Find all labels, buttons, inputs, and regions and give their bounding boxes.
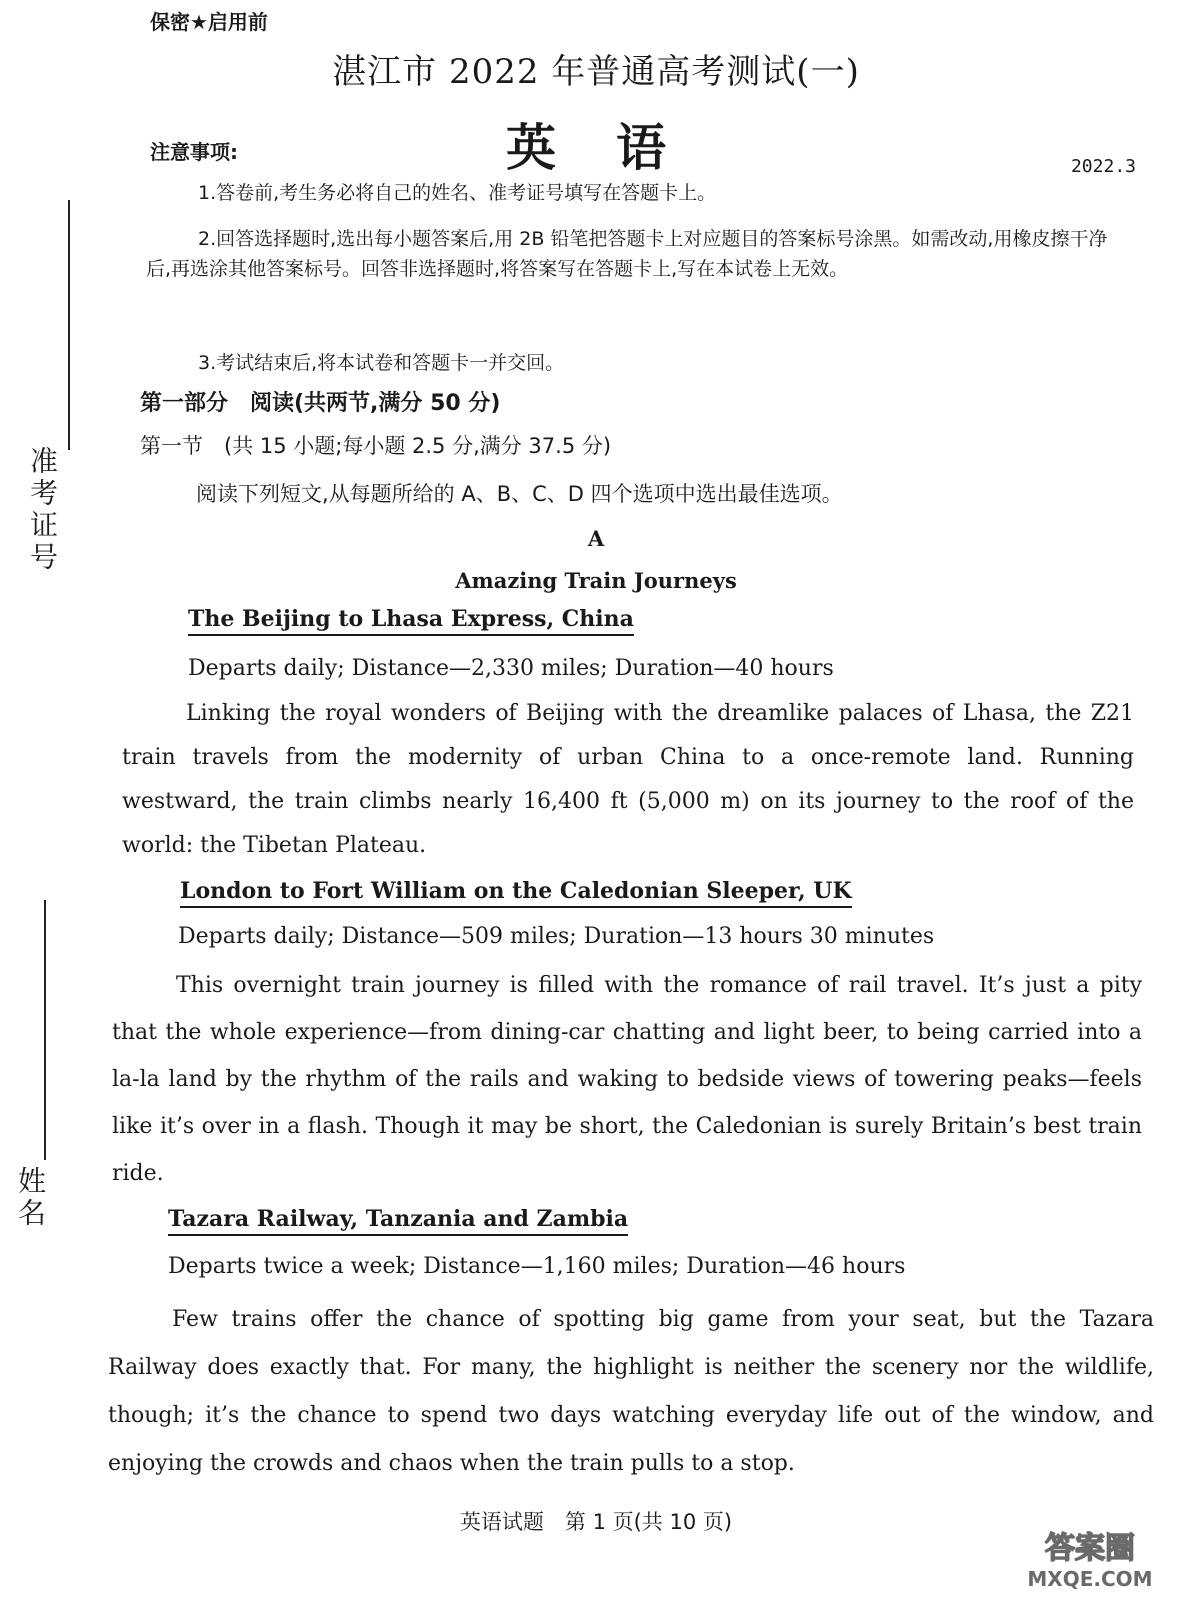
watermark-logo xyxy=(1000,1524,1180,1592)
section-heading: 第一节 (共 15 小题;每小题 2.5 分,满分 37.5 分) xyxy=(140,434,612,458)
journey-details-tazara: Departs twice a week; Distance—1,160 miles; Duration—46 hours xyxy=(168,1254,906,1279)
notice-heading: 注意事项: xyxy=(150,140,238,164)
notice-item-2: 2.回答选择题时,选出每小题答案后,用 2B 铅笔把答题卡上对应题目的答案标号涂黑。如需改动,用橡皮擦干净后,再选涂其他答案标号。回答非选择题时,将答案写在答题卡上,写在本试卷上无效。 xyxy=(146,228,1108,280)
name-label: 姓名 xyxy=(14,1166,47,1230)
name-line xyxy=(44,900,46,1160)
exam-title: 湛江市 2022 年普通高考测试(一) xyxy=(332,52,860,92)
journey-text-tazara: Few trains offer the chance of spotting big game from your seat, but the Tazara Railway does exactly that. For many, the highlight is neither the scenery nor the wildlife, though; it’s the chance to spend two days watching everyday life out of the window, and enjoying the crowds and chaos when the train pulls to a stop. xyxy=(108,1307,1154,1476)
confidential-label: 保密★启用前 xyxy=(150,10,268,34)
page-footer: 英语试题 第 1 页(共 10 页) xyxy=(459,1510,733,1534)
exam-number-label: 准考证号 xyxy=(26,446,59,574)
part-heading: 第一部分 阅读(共两节,满分 50 分) xyxy=(140,391,501,416)
exam-number-line xyxy=(68,200,70,450)
journey-text-beijing-lhasa: Linking the royal wonders of Beijing with the dreamlike palaces of Lhasa, the Z21 train travels from the modernity of urban China to a once-remote land. Running westward, the train climbs nearly 16,400 ft (5,000 m) on its journey to the roof of the world: the Tibetan Plateau. xyxy=(122,701,1134,858)
journey-text-caledonian: This overnight train journey is filled with the romance of rail travel. It’s just a pity that the whole experience—from dining-car chatting and light beer, to being carried into a la-la land by the rhythm of the rails and waking to bedside views of towering peaks—feels like it’s over in a flash. Though it may be short, the Caledonian is surely Britain’s best train ride. xyxy=(112,973,1142,1186)
journey-details-beijing-lhasa: Departs daily; Distance—2,330 miles; Duration—40 hours xyxy=(188,656,834,681)
passage-title: Amazing Train Journeys xyxy=(455,568,737,593)
instruction-text: 阅读下列短文,从每题所给的 A、B、C、D 四个选项中选出最佳选项。 xyxy=(196,482,843,506)
journey-heading-tazara: Tazara Railway, Tanzania and Zambia xyxy=(168,1206,628,1236)
journey-heading-caledonian: London to Fort William on the Caledonian Sleeper, UK xyxy=(180,878,852,908)
notice-item-1: 1.答卷前,考生务必将自己的姓名、准考证号填写在答题卡上。 xyxy=(198,182,717,204)
subject-title: 英语 xyxy=(506,118,726,177)
journey-details-caledonian: Departs daily; Distance—509 miles; Duration—13 hours 30 minutes xyxy=(178,924,935,949)
logo-text: 答案圈 xyxy=(1045,1531,1135,1566)
notice-item-3: 3.考试结束后,将本试卷和答题卡一并交回。 xyxy=(198,352,565,374)
exam-date: 2022.3 xyxy=(1070,156,1136,177)
logo-url: MXQE.COM xyxy=(1027,1567,1153,1591)
passage-label: A xyxy=(587,526,605,551)
journey-heading-beijing-lhasa: The Beijing to Lhasa Express, China xyxy=(188,606,634,636)
